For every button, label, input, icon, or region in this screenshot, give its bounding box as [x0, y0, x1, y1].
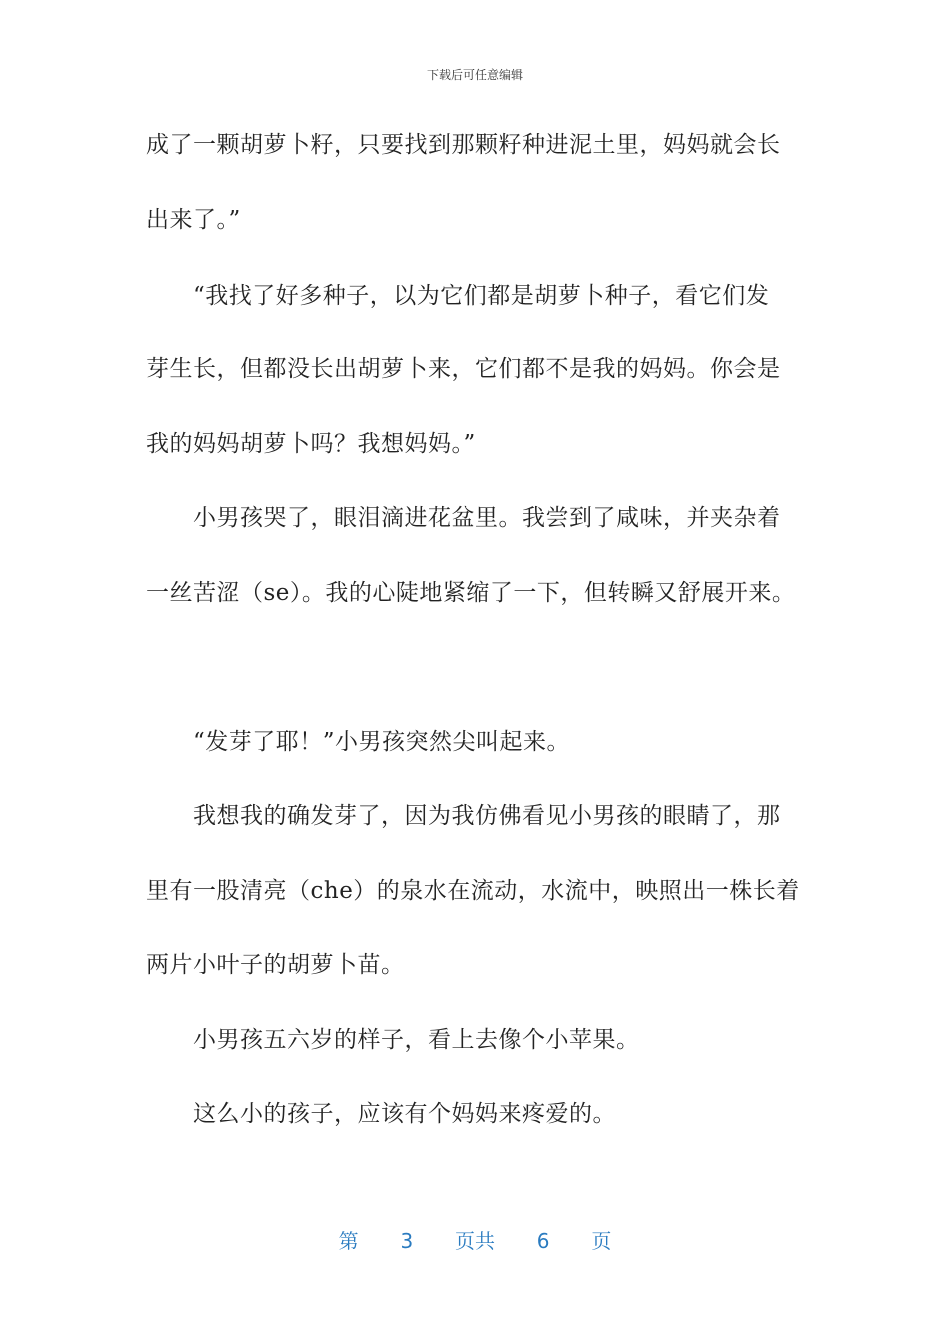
current-page-number: 3 [400, 1229, 414, 1253]
text-line: 里有一股清亮（che）的泉水在流动，水流中，映照出一株长着 [146, 878, 800, 904]
text-line: 小男孩五六岁的样子，看上去像个小苹果。 [193, 1027, 640, 1053]
text-line: “发芽了耶！”小男孩突然尖叫起来。 [193, 729, 571, 755]
text-line: “我找了好多种子，以为它们都是胡萝卜种子，看它们发 [193, 283, 770, 309]
page-label-middle: 页共 [455, 1229, 495, 1253]
text-line: 出来了。” [146, 207, 241, 233]
total-page-number: 6 [536, 1229, 550, 1253]
page-footer [0, 1225, 950, 1254]
text-line: 芽生长，但都没长出胡萝卜来，它们都不是我的妈妈。你会是 [146, 356, 781, 382]
text-line: 小男孩哭了，眼泪滴进花盆里。我尝到了咸味，并夹杂着 [193, 505, 781, 531]
text-line: 我想我的确发芽了，因为我仿佛看见小男孩的眼睛了，那 [193, 803, 781, 829]
text-line: 一丝苦涩（se）。我的心陡地紧缩了一下，但转瞬又舒展开来。 [146, 580, 796, 606]
page-label-suffix: 页 [591, 1229, 612, 1253]
page-label-prefix: 第 [338, 1229, 359, 1253]
text-line: 我的妈妈胡萝卜吗？我想妈妈。” [146, 431, 476, 457]
text-line: 这么小的孩子，应该有个妈妈来疼爱的。 [193, 1101, 616, 1127]
text-line: 成了一颗胡萝卜籽，只要找到那颗籽种进泥土里，妈妈就会长 [146, 132, 781, 158]
text-line: 两片小叶子的胡萝卜苗。 [146, 952, 405, 978]
page-header: 下载后可任意编辑 [426, 68, 523, 82]
